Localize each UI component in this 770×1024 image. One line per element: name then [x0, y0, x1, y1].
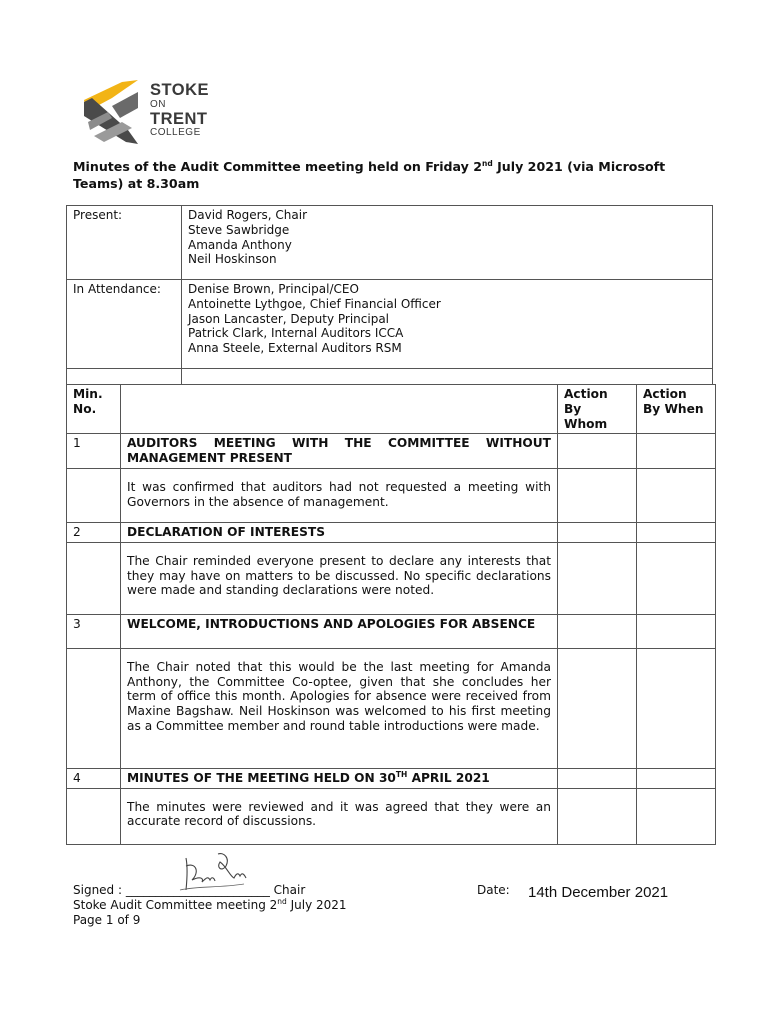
minute-heading-row	[67, 434, 716, 469]
title-text-1: Minutes of the Audit Committee meeting held on Friday 2	[73, 159, 483, 174]
action-by-when-cell	[637, 614, 716, 648]
minute-number: 1	[67, 434, 121, 469]
meeting-sup: nd	[277, 897, 287, 906]
blank-row	[67, 369, 713, 385]
action-by-when-cell	[637, 648, 716, 768]
heading-text-1: MINUTES OF THE MEETING HELD ON 30	[127, 770, 396, 785]
logo-line-on: ON	[150, 98, 166, 110]
attendee-name: Denise Brown, Principal/CEO	[188, 282, 359, 296]
minute-heading-row	[67, 522, 716, 542]
heading-text-2: APRIL 2021	[407, 770, 490, 785]
meeting-text-2: July 2021	[286, 898, 347, 912]
action-by-when-header	[637, 385, 716, 434]
min-no-line: No.	[73, 401, 97, 416]
minutes-header-row	[67, 385, 716, 434]
logo-line-college: COLLEGE	[150, 127, 201, 138]
minute-number-blank	[67, 648, 121, 768]
meeting-line	[73, 898, 347, 913]
minute-heading: DECLARATION OF INTERESTS	[121, 522, 558, 542]
action-by-whom-cell	[558, 648, 637, 768]
present-name: David Rogers, Chair	[188, 208, 308, 222]
header-line: By	[564, 401, 582, 416]
present-name: Neil Hoskinson	[188, 252, 277, 267]
minute-heading-row	[67, 768, 716, 788]
action-by-whom-cell	[558, 522, 637, 542]
minute-number-blank	[67, 542, 121, 614]
action-by-whom-cell	[558, 542, 637, 614]
minute-body-row	[67, 648, 716, 768]
minute-body-row	[67, 542, 716, 614]
logo-wordmark	[150, 82, 209, 139]
action-by-whom-cell	[558, 434, 637, 469]
attendee-name: Patrick Clark, Internal Auditors ICCA	[188, 326, 404, 341]
blank-cell	[182, 369, 713, 385]
present-name: Steve Sawbridge	[188, 222, 290, 237]
present-name: Amanda Anthony	[188, 237, 292, 252]
header-line: By When	[643, 401, 704, 416]
minute-number-blank	[67, 468, 121, 522]
date-label: Date:	[477, 883, 510, 897]
action-by-whom-cell	[558, 788, 637, 844]
action-by-whom-cell	[558, 768, 637, 788]
present-list	[182, 206, 713, 280]
minute-heading-row	[67, 614, 716, 648]
action-by-whom-header	[558, 385, 637, 434]
meeting-text-1: Stoke Audit Committee meeting 2	[73, 898, 278, 912]
minute-text: It was confirmed that auditors had not requested a meeting with Governors in the absence of management.	[121, 468, 558, 522]
action-by-when-cell	[637, 542, 716, 614]
minute-number: 4	[67, 768, 121, 788]
present-label: Present:	[67, 206, 182, 280]
action-by-when-cell	[637, 468, 716, 522]
minute-number: 2	[67, 522, 121, 542]
header-line: Whom	[564, 416, 608, 431]
min-no-line: Min.	[73, 387, 103, 401]
blank-cell	[67, 369, 182, 385]
logo-line-trent: TRENT	[150, 109, 208, 128]
header-blank	[121, 385, 558, 434]
signed-line: Signed : ________________________ Chair	[73, 883, 306, 897]
action-by-whom-cell	[558, 468, 637, 522]
minute-heading: AUDITORS MEETING WITH THE COMMITTEE WITHOUT MANAGEMENT PRESENT	[121, 434, 558, 469]
action-by-when-cell	[637, 788, 716, 844]
action-by-when-cell	[637, 768, 716, 788]
minute-text: The minutes were reviewed and it was agreed that they were an accurate record of discussions.	[121, 788, 558, 844]
title-text-2: July 2021 (via Microsoft Teams) at 8.30am	[73, 159, 666, 191]
minute-text: The Chair noted that this would be the last meeting for Amanda Anthony, the Committee Co-optee, given that she concludes her term of office this month. Apologies for absence were received from Maxine Bagshaw. Neil Hoskinson was welcomed to his first meeting as a Committee member and round table introductions were made.	[121, 648, 558, 768]
present-row	[67, 206, 713, 280]
attendee-name: Antoinette Lythgoe, Chief Financial Officer	[188, 296, 441, 311]
minute-body-row	[67, 468, 716, 522]
action-by-when-cell	[637, 434, 716, 469]
action-by-whom-cell	[558, 614, 637, 648]
attendance-row	[67, 280, 713, 369]
header-line: Action	[643, 387, 687, 401]
in-attendance-label: In Attendance:	[67, 280, 182, 369]
minute-number: 3	[67, 614, 121, 648]
document-title	[73, 158, 703, 192]
minute-body-row	[67, 788, 716, 844]
minute-text: The Chair reminded everyone present to declare any interests that they may have on matters to be discussed. No specific declarations were made and standing declarations were noted.	[121, 542, 558, 614]
attendee-name: Jason Lancaster, Deputy Principal	[188, 311, 390, 326]
minutes-table	[66, 384, 716, 845]
page-number: Page 1 of 9	[73, 913, 141, 927]
minute-heading: WELCOME, INTRODUCTIONS AND APOLOGIES FOR ABSENCE	[121, 614, 558, 648]
minute-number-blank	[67, 788, 121, 844]
heading-sup: TH	[395, 769, 408, 779]
logo-line-stoke: STOKE	[150, 81, 210, 99]
in-attendance-list	[182, 280, 713, 369]
attendee-name: Anna Steele, External Auditors RSM	[188, 341, 402, 356]
min-no-header	[67, 385, 121, 434]
date-value: 14th December 2021	[528, 884, 669, 901]
title-sup: nd	[482, 159, 493, 168]
page-footer	[73, 883, 347, 928]
action-by-when-cell	[637, 522, 716, 542]
attendance-table	[66, 205, 713, 385]
header-line: Action	[564, 387, 608, 401]
minute-heading	[121, 768, 558, 788]
